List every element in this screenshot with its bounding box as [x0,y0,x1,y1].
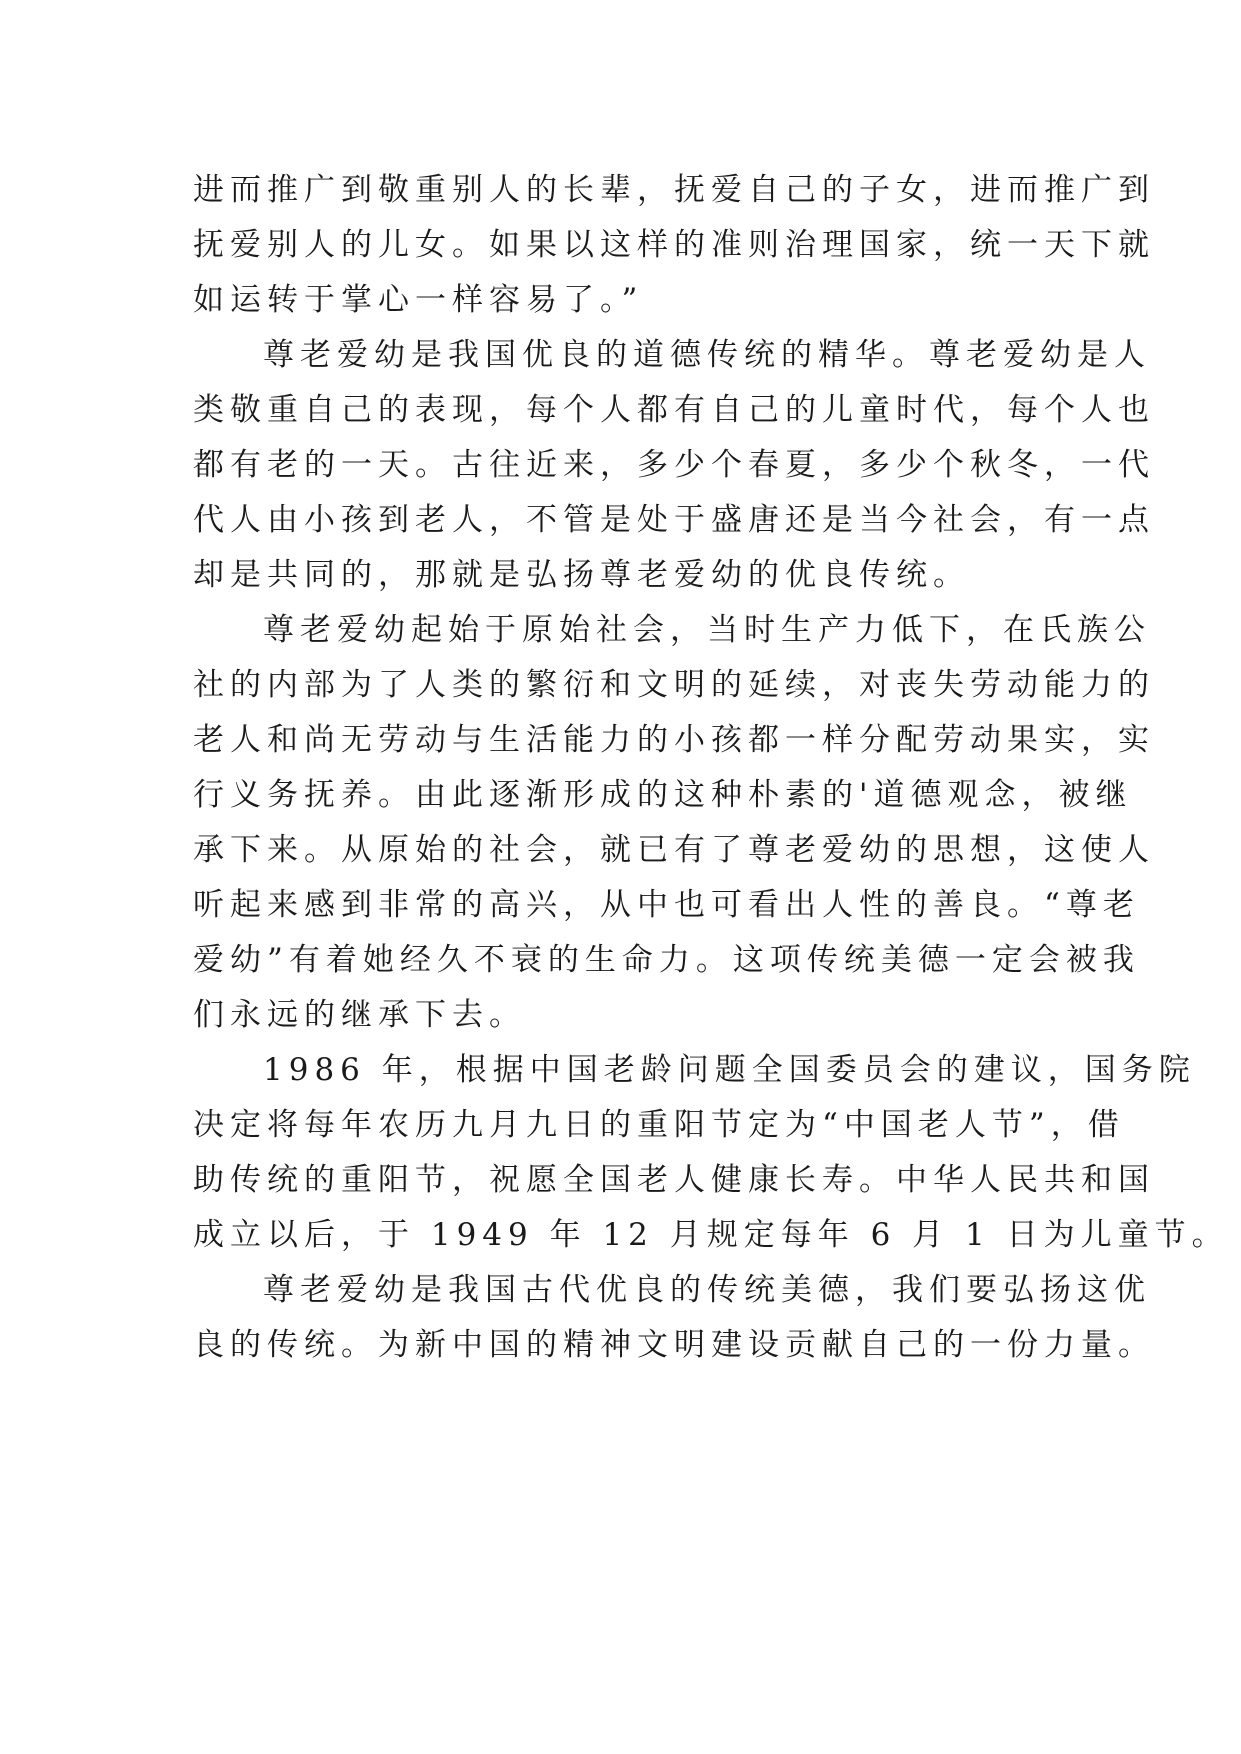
paragraph-first-line: 1986 年，根据中国老龄问题全国委员会的建议，国务院 [263,1052,1196,1088]
text-line: 行义务抚养。由此逐渐形成的这种朴素的'道德观念，被继 [193,777,1133,813]
text-line: 爱幼”有着她经久不衰的生命力。这项传统美德一定会被我 [193,942,1140,978]
text-line: 承下来。从原始的社会，就已有了尊老爱幼的思想，这使人 [193,832,1155,868]
text-line: 们永远的继承下去。 [193,997,526,1033]
text-line: 良的传统。为新中国的精神文明建设贡献自己的一份力量。 [193,1327,1155,1363]
text-line: 类敬重自己的表现，每个人都有自己的儿童时代，每个人也 [193,392,1155,428]
paragraph-first-line: 尊老爱幼是我国古代优良的传统美德，我们要弘扬这优 [263,1272,1151,1308]
text-line: 社的内部为了人类的繁衍和文明的延续，对丧失劳动能力的 [193,667,1155,703]
text-line: 却是共同的，那就是弘扬尊老爱幼的优良传统。 [193,557,970,593]
text-line: 决定将每年农历九月九日的重阳节定为“中国老人节”，借 [193,1107,1125,1143]
text-line: 进而推广到敬重别人的长辈，抚爱自己的子女，进而推广到 [193,172,1155,208]
text-line: 都有老的一天。古往近来，多少个春夏，多少个秋冬，一代 [193,447,1155,483]
text-line: 听起来感到非常的高兴，从中也可看出人性的善良。“尊老 [193,887,1140,923]
text-line: 代人由小孩到老人，不管是处于盛唐还是当今社会，有一点 [193,502,1155,538]
paragraph-first-line: 尊老爱幼起始于原始社会，当时生产力低下，在氏族公 [263,612,1151,648]
text-line: 老人和尚无劳动与生活能力的小孩都一样分配劳动果实，实 [193,722,1155,758]
document-body [193,163,1229,1373]
paragraph-first-line: 尊老爱幼是我国优良的道德传统的精华。尊老爱幼是人 [263,337,1151,373]
text-line: 如运转于掌心一样容易了。” [193,282,644,318]
text-line: 成立以后，于 1949 年 12 月规定每年 6 月 1 日为儿童节。 [193,1217,1229,1253]
text-line: 助传统的重阳节，祝愿全国老人健康长寿。中华人民共和国 [193,1162,1155,1198]
text-line: 抚爱别人的儿女。如果以这样的准则治理国家，统一天下就 [193,227,1155,263]
